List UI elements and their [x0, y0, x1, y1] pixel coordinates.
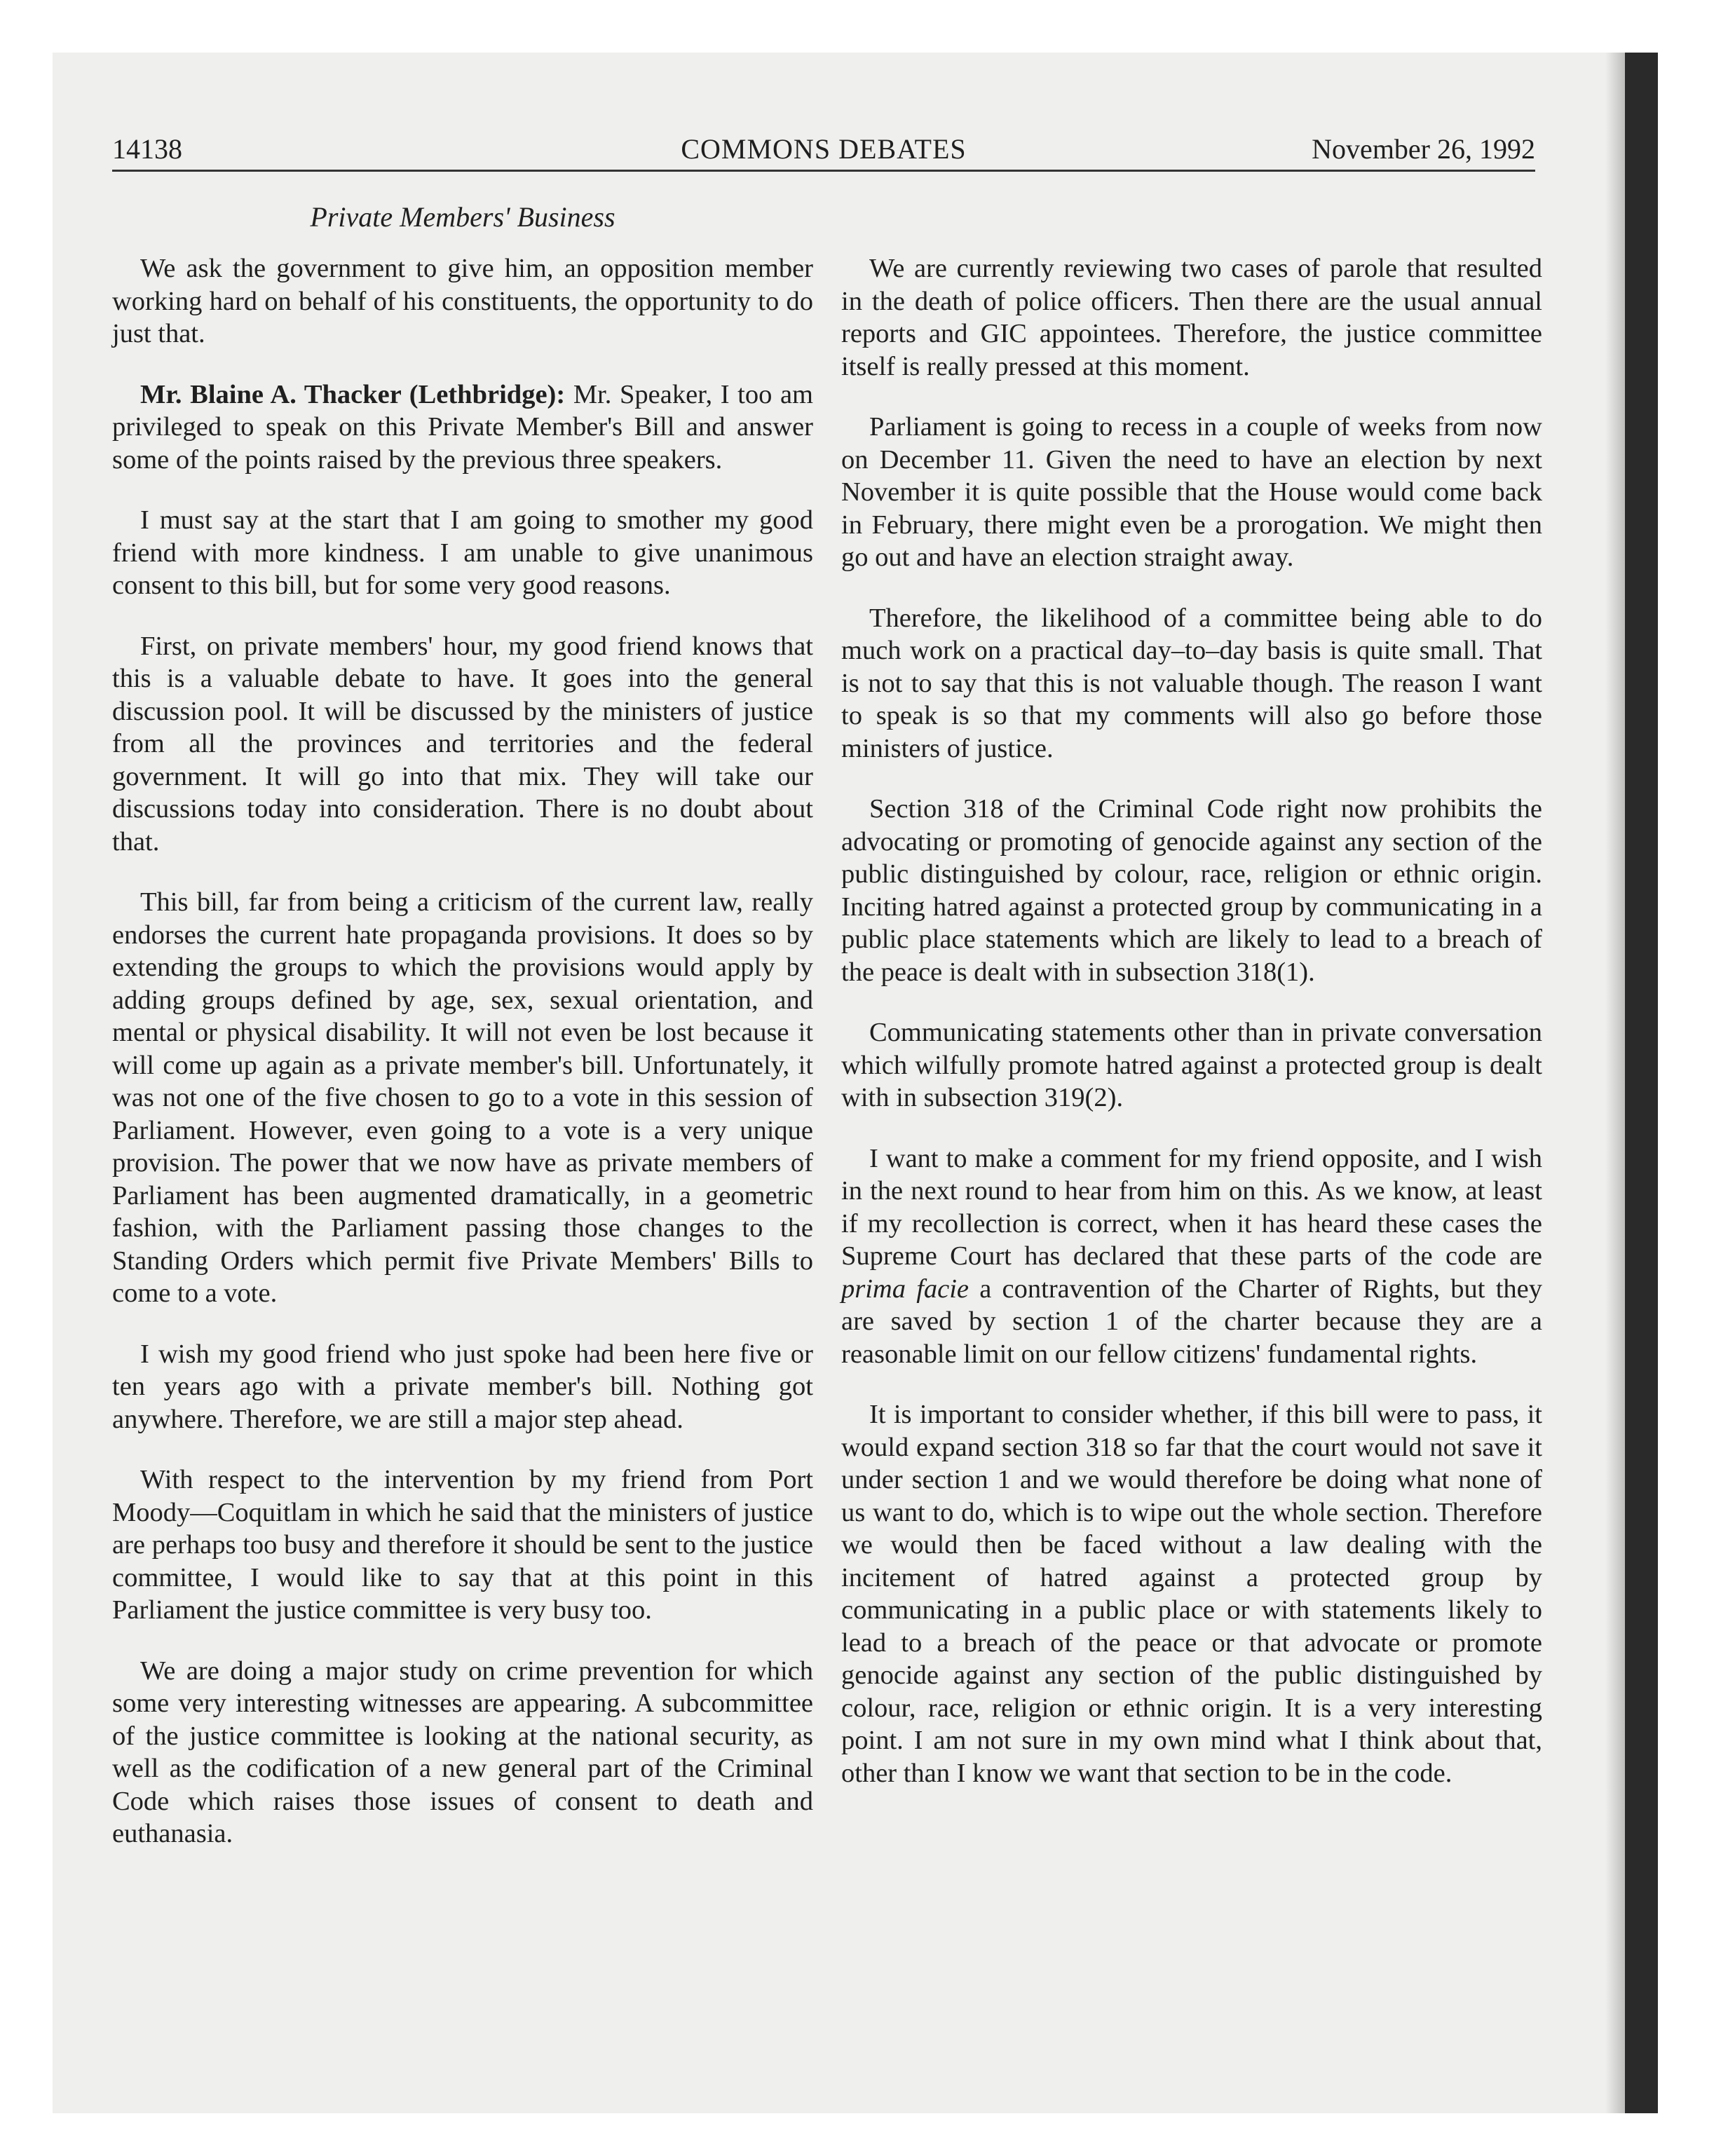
left-column [112, 252, 813, 1878]
paragraph-text: a contravention of the Charter of Rights, but they are saved by section 1 of the charter because they are a reasonable limit on our fellow citizens' fundamental rights. [841, 1274, 1543, 1369]
paragraph: Therefore, the likelihood of a committee being able to do much work on a practical day–to–day basis is quite small. That is not to say that this is not valuable though. The reason I want to speak is so that my comments will also go before those ministers of justice. [841, 603, 1542, 763]
paragraph: Section 318 of the Criminal Code right now prohibits the advocating or promoting of genocide against any section of the public distinguished by colour, race, religion or ethnic origin. Inciting hatred against a protected group by communicating in a public place statements which are likely to lead to a breach of the peace is dealt with in subsection 318(1). [841, 794, 1542, 987]
paragraph-text: I want to make a comment for my friend opposite, and I wish in the next round to hear from him on this. As we know, at least if my recollection is correct, when it has heard these cases the Supreme Court has declared that these parts of the code are [841, 1143, 1542, 1271]
paragraph: Communicating statements other than in private conversation which wilfully promote hatred against a protected group is dealt with in subsection 319(2). [841, 1018, 1542, 1112]
right-column [841, 252, 1542, 1817]
latin-term: prima facie [841, 1274, 969, 1304]
publication-title: COMMONS DEBATES [681, 133, 967, 165]
paragraph: We are doing a major study on crime prevention for which some very interesting witnesses are appearing. A subcommittee of the justice committee is looking at the national security, as well as the codification of a new general part of the Criminal Code which raises those issues of consent to death and euthanasia. [112, 1656, 813, 1848]
paragraph [112, 378, 813, 477]
speaker-name: Mr. Blaine A. Thacker (Lethbridge): [140, 379, 566, 409]
page-number: 14138 [112, 133, 182, 165]
header-rule [112, 170, 1535, 172]
paragraph: I must say at the start that I am going to smother my good friend with more kindness. I am unable to give unanimous consent to this bill, but for some very good reasons. [112, 505, 813, 600]
publication-date: November 26, 1992 [1312, 133, 1535, 165]
paragraph: It is important to consider whether, if this bill were to pass, it would expand section 318 so far that the court would not save it under section 1 and we would therefore be doing what none of us want to do, which is to wipe out the whole section. Therefore we would then be faced without a law dealing with the incitement of hatred against a protected group by communicating in a public place or with statements likely to lead to a breach of the peace or that advocate or promote genocide against any section of the public distinguished by colour, race, religion or ethnic origin. It is a very interesting point. I am not sure in my own mind what I think about that, other than I know we want that section to be in the code. [841, 1400, 1542, 1788]
paragraph: We ask the government to give him, an opposition member working hard on behalf of his constituents, the opportunity to do just that. [112, 254, 813, 348]
paragraph: I wish my good friend who just spoke had been here five or ten years ago with a private member's bill. Nothing got anywhere. Therefore, we are still a major step ahead. [112, 1339, 813, 1434]
paragraph: This bill, far from being a criticism of the current law, really endorses the current hate propaganda provisions. It does so by extending the groups to which the provisions would apply by adding groups defined by age, sex, sexual orientation, and mental or physical disability. It will not even be lost because it will come up again as a private member's bill. Unfortunately, it was not one of the five chosen to go to a vote in this session of Parliament. However, even going to a vote is a very unique provision. The power that we now have as private members of Parliament has been augmented dramatically, in a geometric fashion, with the Parliament passing those changes to the Standing Orders which permit five Private Members' Bills to come to a vote. [112, 887, 813, 1308]
page-edge-fade [1605, 53, 1625, 2113]
paragraph: With respect to the intervention by my friend from Port Moody—Coquitlam in which he said that the ministers of justice are perhaps too busy and therefore it should be sent to the justice committee, I would like to say that at this point in this Parliament the justice committee is very busy too. [112, 1465, 813, 1625]
paragraph: We are currently reviewing two cases of parole that resulted in the death of police officers. Then there are the usual annual reports and GIC appointees. Therefore, the justice committee itself is really pressed at this moment. [841, 254, 1542, 381]
paragraph-text: Mr. Speaker, I too am privileged to speak on this Private Member's Bill and answer some of the points raised by the previous three speakers. [112, 379, 813, 475]
section-title: Private Members' Business [310, 201, 615, 233]
page-edge-shadow [1625, 53, 1658, 2113]
paragraph [841, 1142, 1542, 1371]
paragraph: First, on private members' hour, my good friend knows that this is a valuable debate to have. It goes into the general discussion pool. It will be discussed by the ministers of justice from all the provinces and territories and the federal government. It will go into that mix. They will take our discussions today into consideration. There is no doubt about that. [112, 631, 813, 857]
page-header [112, 132, 1535, 167]
paragraph: Parliament is going to recess in a couple of weeks from now on December 11. Given the need to have an election by next November it is quite possible that the House would come back in February, there might even be a prorogation. We might then go out and have an election straight away. [841, 412, 1542, 572]
